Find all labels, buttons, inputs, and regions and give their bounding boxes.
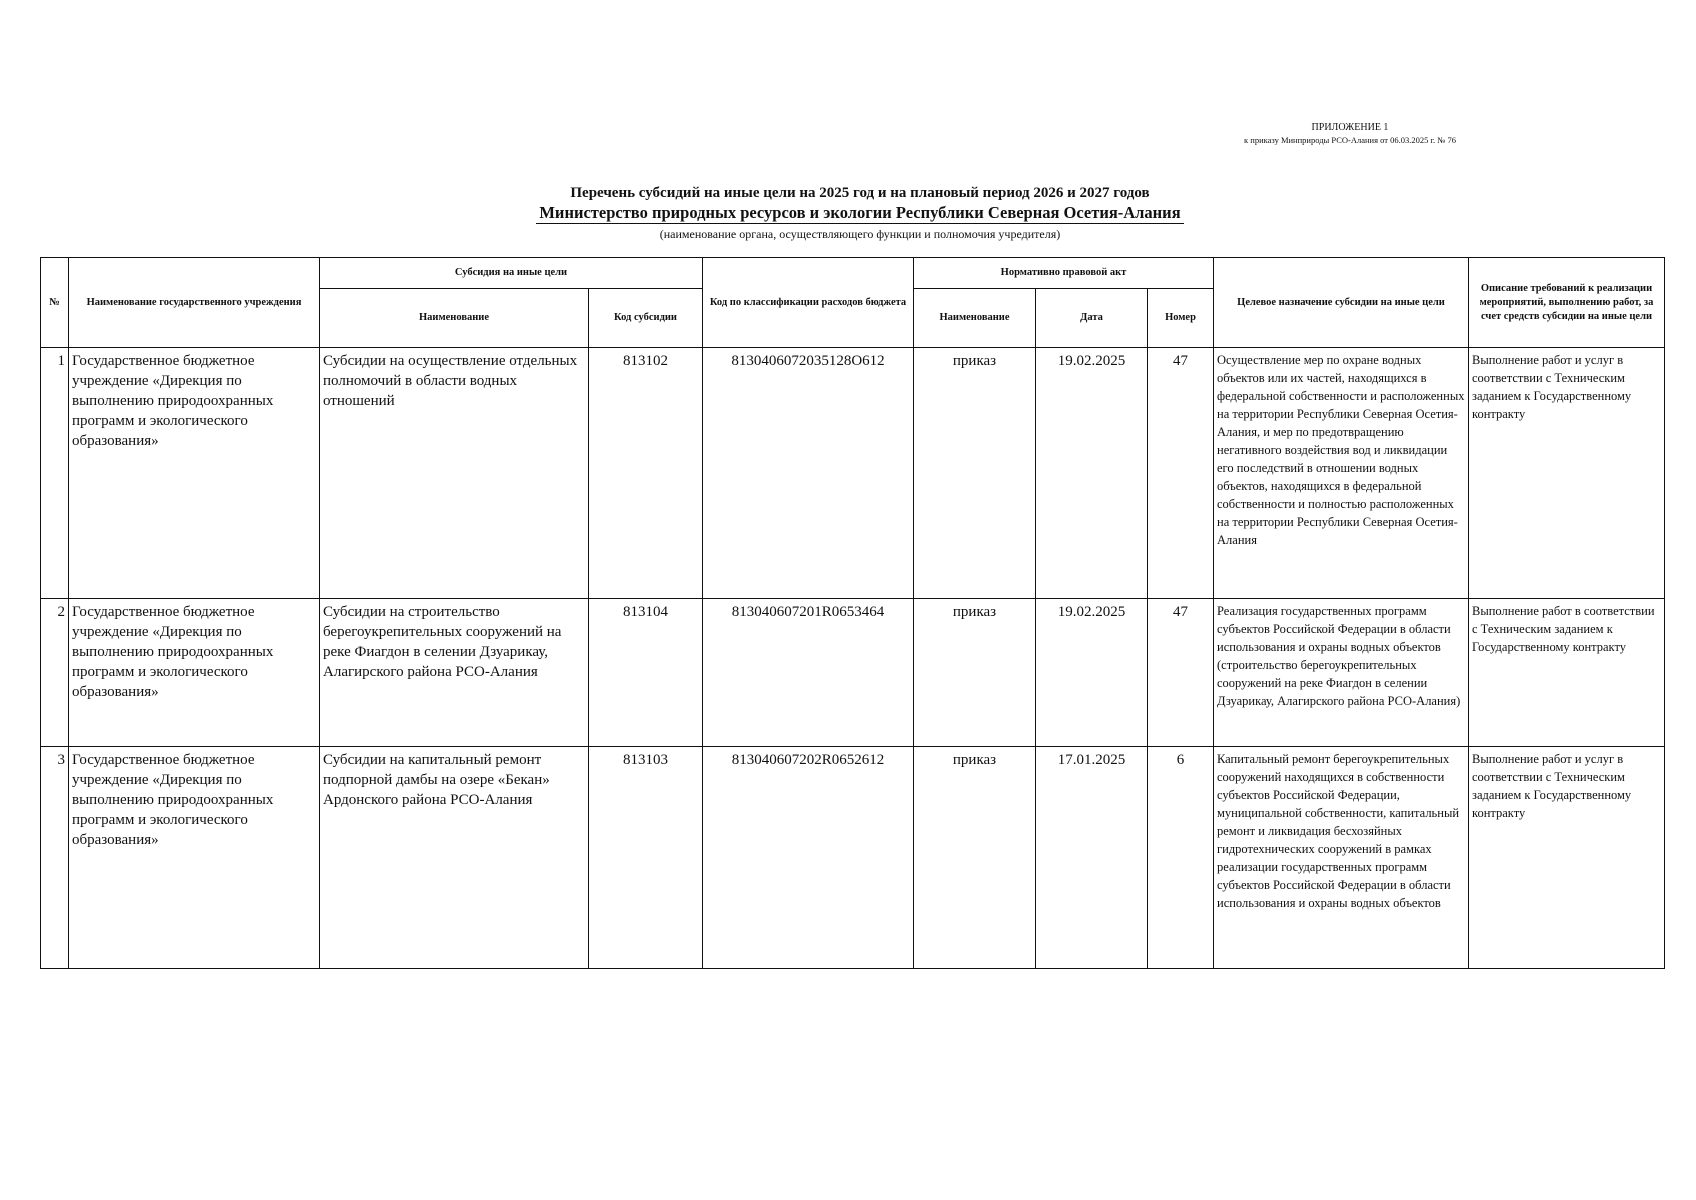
organization-note: (наименование органа, осуществляющего функции и полномочия учредителя) bbox=[659, 227, 1061, 241]
header-act-date: Дата bbox=[1036, 289, 1148, 348]
subsidy-name-cell: Субсидии на капитальный ремонт подпорной дамбы на озере «Бекан» Ардонского района РСО-Алания bbox=[320, 747, 589, 969]
row-number: 2 bbox=[41, 599, 69, 747]
act-date-cell: 17.01.2025 bbox=[1036, 747, 1148, 969]
act-number-cell: 6 bbox=[1148, 747, 1214, 969]
table-row bbox=[41, 599, 1665, 747]
header-act-name: Наименование bbox=[914, 289, 1036, 348]
act-date-cell: 19.02.2025 bbox=[1036, 348, 1148, 599]
budget-code-cell: 8130406072035128О612 bbox=[703, 348, 914, 599]
header-act-number: Номер bbox=[1148, 289, 1214, 348]
subsidy-code-cell: 813103 bbox=[589, 747, 703, 969]
table-row bbox=[41, 747, 1665, 969]
institution-cell: Государственное бюджетное учреждение «Дирекция по выполнению природоохранных программ и экологического образования» bbox=[69, 747, 320, 969]
requirements-cell: Выполнение работ и услуг в соответствии с Техническим заданием к Государственному контракту bbox=[1469, 348, 1665, 599]
purpose-cell: Осуществление мер по охране водных объектов или их частей, находящихся в федеральной собственности и расположенных на территории Республики Северная Осетия-Алания, и мер по предотвращению негативного воздействия вод и ликвидации его последствий в отношении водных объектов, находящихся в федеральной собственности и полностью расположенных на территории Республики Северная Осетия-Алания bbox=[1214, 348, 1469, 599]
subsidy-name-cell: Субсидии на осуществление отдельных полномочий в области водных отношений bbox=[320, 348, 589, 599]
subsidy-code-cell: 813104 bbox=[589, 599, 703, 747]
row-number: 1 bbox=[41, 348, 69, 599]
table-row bbox=[41, 348, 1665, 599]
act-name-cell: приказ bbox=[914, 599, 1036, 747]
appendix-subtitle: к приказу Минприроды РСО-Алания от 06.03.2025 г. № 76 bbox=[1244, 135, 1456, 145]
header-institution: Наименование государственного учреждения bbox=[69, 258, 320, 348]
subsidy-table bbox=[40, 257, 1665, 969]
act-name-cell: приказ bbox=[914, 348, 1036, 599]
header-subsidy-group: Субсидия на иные цели bbox=[320, 258, 703, 289]
header-budget-code: Код по классификации расходов бюджета bbox=[703, 258, 914, 348]
row-number: 3 bbox=[41, 747, 69, 969]
requirements-cell: Выполнение работ в соответствии с Техническим заданием к Государственному контракту bbox=[1469, 599, 1665, 747]
act-date-cell: 19.02.2025 bbox=[1036, 599, 1148, 747]
document-title: Перечень субсидий на иные цели на 2025 год и на плановый период 2026 и 2027 годов bbox=[570, 185, 1150, 201]
organization-name: Министерство природных ресурсов и экологии Республики Северная Осетия-Алания bbox=[536, 203, 1183, 224]
header-requirements: Описание требований к реализации мероприятий, выполнению работ, за счет средств субсидии на иные цели bbox=[1469, 258, 1665, 348]
budget-code-cell: 813040607201R0653464 bbox=[703, 599, 914, 747]
subsidy-code-cell: 813102 bbox=[589, 348, 703, 599]
requirements-cell: Выполнение работ и услуг в соответствии с Техническим заданием к Государственному контракту bbox=[1469, 747, 1665, 969]
header-purpose: Целевое назначение субсидии на иные цели bbox=[1214, 258, 1469, 348]
header-subsidy-code: Код субсидии bbox=[589, 289, 703, 348]
header-no: № bbox=[41, 258, 69, 348]
institution-cell: Государственное бюджетное учреждение «Дирекция по выполнению природоохранных программ и экологического образования» bbox=[69, 599, 320, 747]
act-number-cell: 47 bbox=[1148, 348, 1214, 599]
appendix-title: ПРИЛОЖЕНИЕ 1 bbox=[1311, 122, 1389, 133]
budget-code-cell: 813040607202R0652612 bbox=[703, 747, 914, 969]
purpose-cell: Капитальный ремонт берегоукрепительных сооружений находящихся в собственности субъектов Российской Федерации, муниципальной собственности, капитальный ремонт и ликвидация бесхозяйных гидротехнических сооружений в рамках реализации государственных программ субъектов Российской Федерации в области использования и охраны водных объектов bbox=[1214, 747, 1469, 969]
document-header bbox=[380, 183, 1340, 242]
header-subsidy-name: Наименование bbox=[320, 289, 589, 348]
subsidy-name-cell: Субсидии на строительство берегоукрепительных сооружений на реке Фиагдон в селении Дзуарикау, Алагирского района РСО-Алания bbox=[320, 599, 589, 747]
header-act-group: Нормативно правовой акт bbox=[914, 258, 1214, 289]
institution-cell: Государственное бюджетное учреждение «Дирекция по выполнению природоохранных программ и экологического образования» bbox=[69, 348, 320, 599]
purpose-cell: Реализация государственных программ субъектов Российской Федерации в области использования и охраны водных объектов (строительство берегоукрепительных сооружений на реке Фиагдон в селении Дзуарикау, Алагирского района РСО-Алания) bbox=[1214, 599, 1469, 747]
appendix-block bbox=[1210, 121, 1490, 147]
act-number-cell: 47 bbox=[1148, 599, 1214, 747]
act-name-cell: приказ bbox=[914, 747, 1036, 969]
